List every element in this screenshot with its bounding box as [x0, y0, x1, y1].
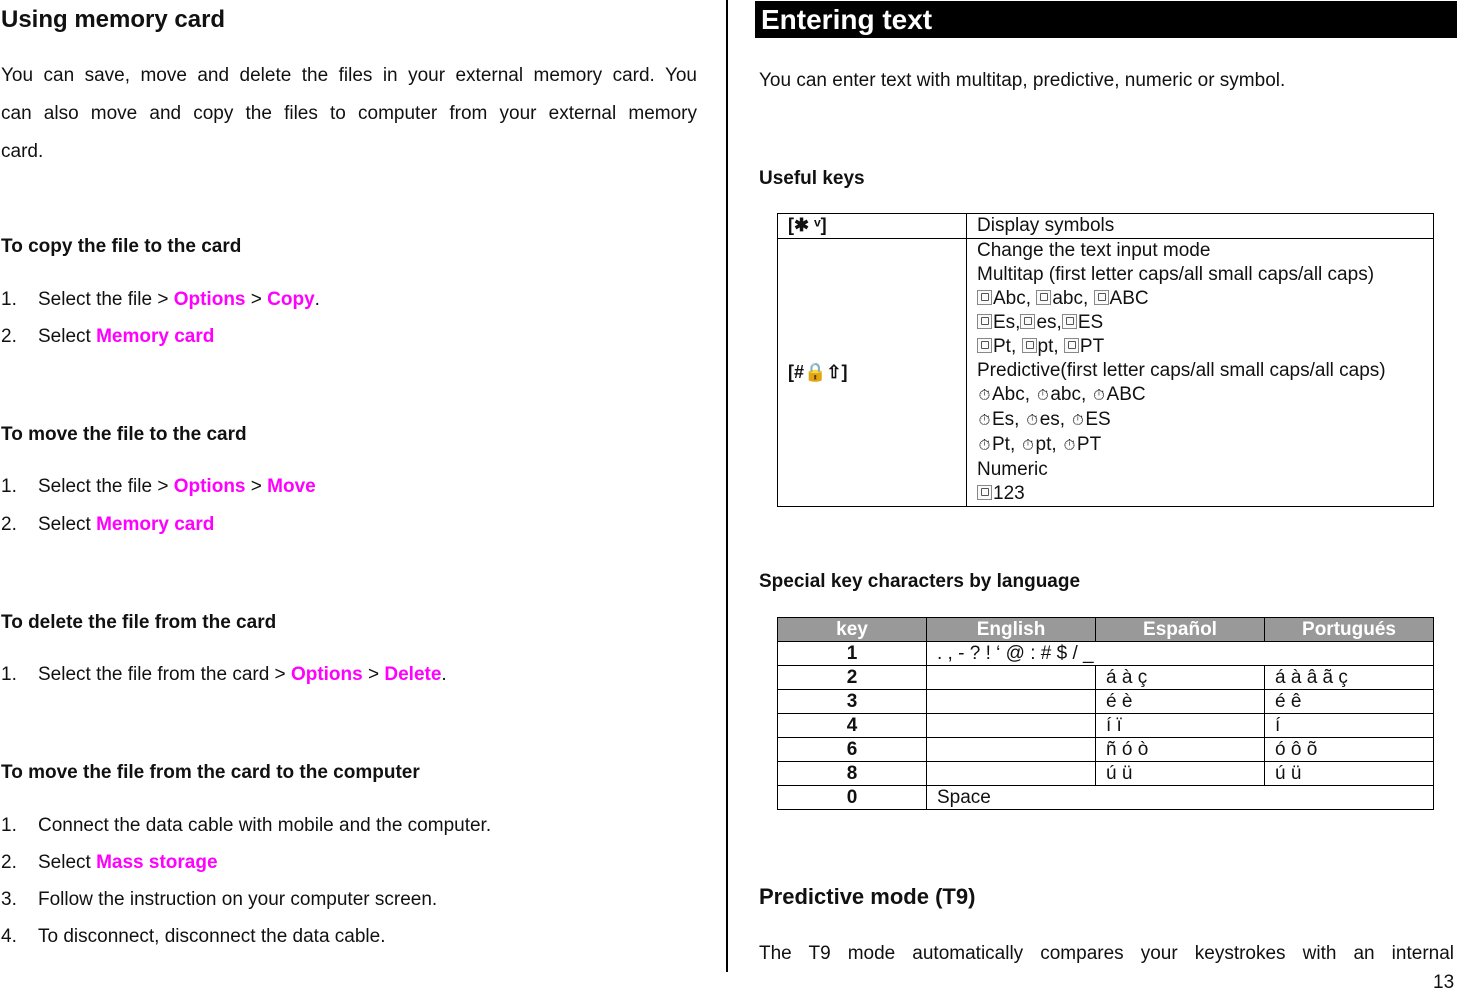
special-chars-table [777, 617, 1434, 810]
useful-desc: Display symbols [977, 215, 1115, 236]
t9-mode-icon: ⏱ [978, 437, 991, 454]
special-chars-es: á à ç [1096, 666, 1265, 690]
step-item [1, 815, 701, 839]
step-text [38, 289, 320, 311]
step-number: 2. [1, 852, 17, 873]
input-mode-line: ⏱Pt, ⏱pt, ⏱PT [977, 433, 1423, 458]
special-chars-en [927, 666, 1096, 690]
input-mode-icon [977, 485, 992, 500]
step-text-part: Follow the instruction on your computer screen. [38, 889, 438, 910]
left-intro [1, 57, 697, 171]
useful-row-input-mode [778, 239, 1434, 507]
step-text [38, 514, 214, 536]
step-text-part: Connect the data cable with mobile and the computer. [38, 815, 492, 836]
special-chars-en [927, 762, 1096, 786]
input-mode-icon [1094, 290, 1109, 305]
special-chars-pt: ú ü [1265, 762, 1434, 786]
step-item [1, 476, 701, 500]
predictive-heading: Predictive mode (T9) [759, 884, 976, 909]
special-chars-es: í ï [1096, 714, 1265, 738]
step-item [1, 889, 701, 913]
special-row [778, 714, 1434, 738]
t9-mode-icon: ⏱ [1036, 387, 1049, 404]
menu-option-highlight: Copy [267, 289, 315, 310]
special-key: 1 [778, 642, 927, 666]
special-row [778, 738, 1434, 762]
special-key: 3 [778, 690, 927, 714]
step-text [38, 815, 491, 837]
page-number: 13 [1433, 972, 1455, 993]
step-text [38, 852, 218, 874]
predictive-text: The T9 mode automatically compares your keystrokes with an internal [759, 943, 1454, 964]
step-number: 2. [1, 326, 17, 347]
useful-row-symbols [778, 214, 1434, 239]
menu-option-highlight: Memory card [96, 326, 215, 347]
special-chars-es: é è [1096, 690, 1265, 714]
useful-desc-cell [967, 214, 1434, 239]
step-item [1, 326, 701, 350]
special-key: 0 [778, 786, 927, 810]
input-mode-line: Change the text input mode [977, 240, 1211, 261]
step-item [1, 289, 701, 313]
special-chars-es: ñ ó ò [1096, 738, 1265, 762]
special-key: 2 [778, 666, 927, 690]
step-number: 1. [1, 289, 17, 310]
special-row [778, 642, 1434, 666]
intro-line: can also move and copy the files to computer from your external memory [1, 103, 697, 124]
t9-mode-icon: ⏱ [1026, 412, 1039, 429]
step-text-part: Select the file from the card > [38, 664, 291, 685]
section-heading: To move the file from the card to the computer [1, 762, 420, 783]
step-text-part: Select the file > [38, 476, 174, 497]
col-english: English [927, 618, 1096, 642]
t9-mode-icon: ⏱ [978, 387, 991, 404]
section-heading: To move the file to the card [1, 424, 247, 445]
input-mode-line: Multitap (first letter caps/all small caps/all caps) [977, 264, 1375, 285]
col-portugues: Portugués [1265, 618, 1434, 642]
t9-mode-icon: ⏱ [978, 412, 991, 429]
input-mode-line: ⏱Es, ⏱es, ⏱ES [977, 408, 1423, 433]
menu-option-highlight: Memory card [96, 514, 215, 535]
menu-option-highlight: Options [290, 664, 363, 685]
step-text-part: Select [38, 514, 97, 535]
special-chars-en [927, 738, 1096, 762]
input-mode-line: Pt, pt, PT [977, 335, 1423, 359]
t9-mode-icon: ⏱ [1063, 437, 1076, 454]
input-mode-icon [1064, 338, 1079, 353]
hash-key-label: [#🔒⇧] [788, 361, 848, 382]
t9-mode-icon: ⏱ [1072, 412, 1084, 429]
special-key: 4 [778, 714, 927, 738]
step-item [1, 852, 701, 876]
left-title: Using memory card [1, 6, 226, 33]
column-divider [726, 0, 728, 972]
special-key: 6 [778, 738, 927, 762]
input-mode-icon [977, 338, 992, 353]
input-mode-icon [1020, 314, 1035, 329]
step-text-part: > [245, 476, 268, 497]
step-text-part: To disconnect, disconnect the data cable. [38, 926, 386, 947]
step-text [38, 926, 386, 948]
step-number: 1. [1, 476, 17, 497]
special-key: 8 [778, 762, 927, 786]
step-text-part: > [245, 289, 268, 310]
step-text-part: . [314, 289, 320, 310]
special-chars-es: ú ü [1096, 762, 1265, 786]
input-mode-icon [1022, 338, 1037, 353]
section-heading: To delete the file from the card [1, 612, 277, 633]
special-row [778, 690, 1434, 714]
input-mode-line: Es, es, ES [977, 311, 1423, 335]
special-row [778, 786, 1434, 810]
step-text-part: > [362, 664, 385, 685]
intro-line: You can save, move and delete the files in your external memory card. You [1, 65, 697, 86]
input-mode-icon [977, 290, 992, 305]
step-text-part: Select [38, 326, 97, 347]
step-item [1, 664, 701, 688]
right-banner: Entering text [755, 1, 1457, 38]
section-heading: To copy the file to the card [1, 236, 242, 257]
star-key-label: [✱ ᵛ] [788, 215, 827, 235]
step-text [38, 889, 437, 911]
special-row [778, 762, 1434, 786]
menu-option-highlight: Move [267, 476, 316, 497]
step-text-part: . [441, 664, 447, 685]
right-intro: You can enter text with multitap, predictive, numeric or symbol. [759, 70, 1286, 91]
special-chars-pt: á à â ã ç [1265, 666, 1434, 690]
special-header-row [778, 618, 1434, 642]
input-mode-line: Numeric [977, 459, 1048, 480]
menu-option-highlight: Options [173, 289, 246, 310]
useful-desc-cell [967, 239, 1434, 507]
step-number: 1. [1, 815, 17, 836]
step-number: 4. [1, 926, 17, 947]
step-text-part: Select the file > [38, 289, 174, 310]
special-chars-en [927, 714, 1096, 738]
special-chars-pt: í [1265, 714, 1434, 738]
special-chars-heading: Special key characters by language [759, 571, 1081, 592]
special-chars-pt: é ê [1265, 690, 1434, 714]
step-text-part: Select [38, 852, 97, 873]
menu-option-highlight: Mass storage [96, 852, 218, 873]
col-key: key [778, 618, 927, 642]
special-row [778, 666, 1434, 690]
input-mode-icon [977, 314, 992, 329]
menu-option-highlight: Delete [384, 664, 442, 685]
input-mode-line: ⏱Abc, ⏱abc, ⏱ABC [977, 383, 1423, 408]
step-number: 3. [1, 889, 17, 910]
input-mode-line: Predictive(first letter caps/all small caps/all caps) [977, 360, 1386, 381]
special-chars-all: . , - ? ! ‘ @ : # $ / _ [927, 642, 1434, 666]
input-mode-line: 123 [977, 482, 1423, 506]
step-item [1, 514, 701, 538]
step-text [38, 664, 447, 686]
menu-option-highlight: Options [173, 476, 246, 497]
special-chars-all: Space [927, 786, 1434, 810]
col-espanol: Español [1096, 618, 1265, 642]
special-chars-pt: ó ô õ [1265, 738, 1434, 762]
t9-mode-icon: ⏱ [1022, 437, 1034, 454]
key-cell [778, 239, 967, 507]
input-mode-line: Abc, abc, ABC [977, 287, 1423, 311]
step-number: 1. [1, 664, 17, 685]
step-number: 2. [1, 514, 17, 535]
special-chars-en [927, 690, 1096, 714]
step-text [38, 326, 214, 348]
useful-keys-heading: Useful keys [759, 168, 865, 189]
intro-line: card. [1, 141, 44, 162]
input-mode-icon [1036, 290, 1051, 305]
key-cell [778, 214, 967, 239]
input-mode-icon [1062, 314, 1077, 329]
step-text [38, 476, 316, 498]
step-item [1, 926, 701, 950]
t9-mode-icon: ⏱ [1093, 387, 1105, 404]
useful-keys-table [777, 213, 1434, 507]
